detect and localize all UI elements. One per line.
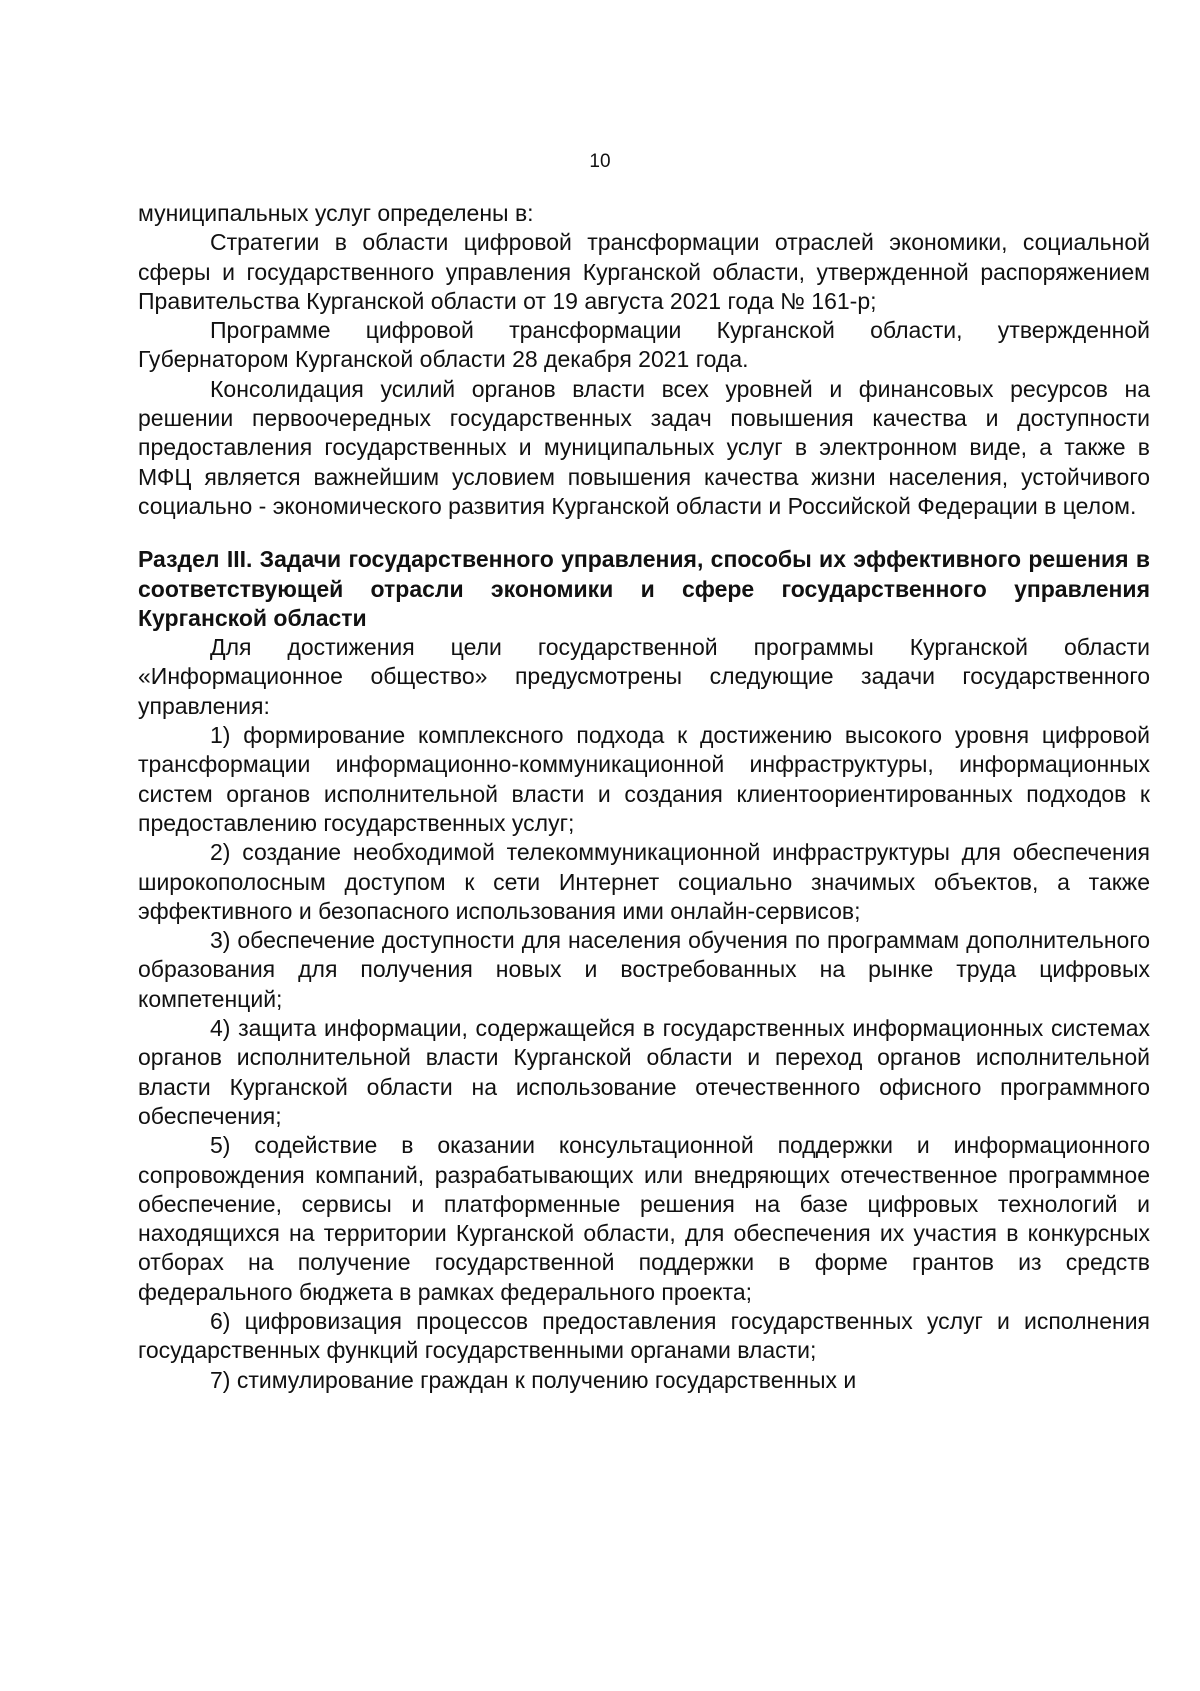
task-item-2: 2) создание необходимой телекоммуникационной инфраструктуры для обеспечения широкополосным доступом к сети Интернет социально значимых объектов, а также эффективного и безопасного использования ими онлайн-сервисов;	[138, 839, 1150, 924]
paragraph-program: Программе цифровой трансформации Курганской области, утвержденной Губернатором Курганской области 28 декабря 2021 года.	[138, 317, 1150, 373]
document-text	[138, 199, 1150, 1395]
task-item-5: 5) содействие в оказании консультационной поддержки и информационного сопровождения компаний, разрабатывающих или внедряющих отечественное программное обеспечение, сервисы и платформенные решения на базе цифровых технологий и находящихся на территории Курганской области, для обеспечения их участия в конкурсных отборах на получение государственной поддержки в форме грантов из средств федерального бюджета в рамках федерального проекта;	[138, 1132, 1150, 1305]
paragraph-consolidation: Консолидация усилий органов власти всех уровней и финансовых ресурсов на решении первоочередных государственных задач повышения качества и доступности предоставления государственных и муниципальных услуг в электронном виде, а также в МФЦ является важнейшим условием повышения качества жизни населения, устойчивого социально - экономического развития Курганской области и Российской Федерации в целом.	[138, 375, 1150, 519]
paragraph-continuation: муниципальных услуг определены в:	[138, 200, 534, 226]
task-item-4: 4) защита информации, содержащейся в государственных информационных системах органов исполнительной власти Курганской области и переход органов исполнительной власти Курганской области на использование отечественного офисного программного обеспечения;	[138, 1015, 1150, 1129]
section-heading: Раздел III. Задачи государственного управления, способы их эффективного решения в соответствующей отрасли экономики и сфере государственного управления Курганской области	[138, 546, 1150, 631]
paragraph-strategy: Стратегии в области цифровой трансформации отраслей экономики, социальной сферы и государственного управления Курганской области, утвержденной распоряжением Правительства Курганской области от 19 августа 2021 года № 161-р;	[138, 229, 1150, 314]
task-item-1: 1) формирование комплексного подхода к достижению высокого уровня цифровой трансформации информационно-коммуникационной инфраструктуры, информационных систем органов исполнительной власти и создания клиентоориентированных подходов к предоставлению государственных услуг;	[138, 722, 1150, 836]
paragraph-intro: Для достижения цели государственной программы Курганской области «Информационное общество» предусмотрены следующие задачи государственного управления:	[138, 634, 1150, 719]
task-item-3: 3) обеспечение доступности для населения обучения по программам дополнительного образования для получения новых и востребованных на рынке труда цифровых компетенций;	[138, 927, 1150, 1012]
task-item-6: 6) цифровизация процессов предоставления государственных услуг и исполнения государственных функций государственными органами власти;	[138, 1307, 1150, 1364]
page-number: 10	[589, 151, 611, 172]
task-item-7: 7) стимулирование граждан к получению государственных и	[210, 1366, 857, 1393]
